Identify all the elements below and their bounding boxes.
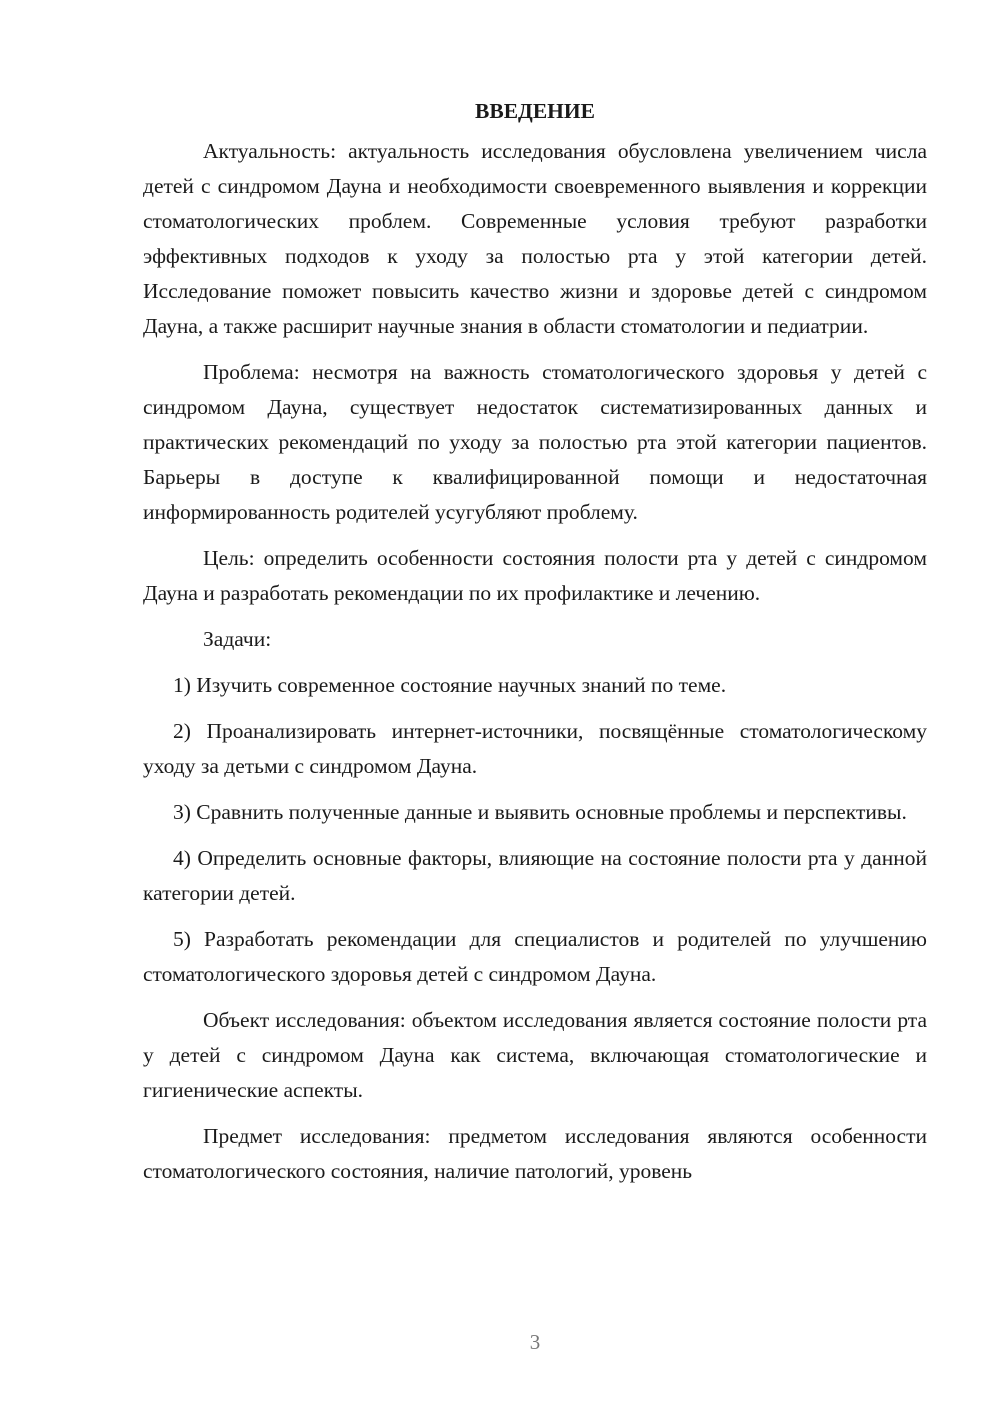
document-body bbox=[143, 94, 927, 1189]
paragraph-problem: Проблема: несмотря на важность стоматологического здоровья у детей с синдромом Дауна, существует недостаток систематизированных данных и практических рекомендаций по уходу за полостью рта этой категории пациентов. Барьеры в доступе к квалифицированной помощи и недостаточная информированность родителей усугубляют проблему. bbox=[143, 360, 927, 524]
paragraph-relevance: Актуальность: актуальность исследования обусловлена увеличением числа детей с синдромом Дауна и необходимости своевременного выявления и коррекции стоматологических проблем. Современные условия требуют разработки эффективных подходов к уходу за полостью рта у этой категории детей. Исследование поможет повысить качество жизни и здоровье детей с синдромом Дауна, а также расширит научные знания в области стоматологии и педиатрии. bbox=[143, 139, 927, 338]
task-item: 2) Проанализировать интернет-источники, посвящённые стоматологическому уходу за детьми с синдромом Дауна. bbox=[143, 719, 927, 778]
paragraph-goal: Цель: определить особенности состояния полости рта у детей с синдромом Дауна и разработать рекомендации по их профилактике и лечению. bbox=[143, 546, 927, 605]
task-item: 1) Изучить современное состояние научных знаний по теме. bbox=[173, 673, 727, 697]
task-item: 4) Определить основные факторы, влияющие на состояние полости рта у данной категории детей. bbox=[143, 846, 927, 905]
section-title: ВВЕДЕНИЕ bbox=[475, 99, 595, 123]
page-number: 3 bbox=[529, 1330, 541, 1354]
paragraph-object: Объект исследования: объектом исследования является состояние полости рта у детей с синдромом Дауна как система, включающая стоматологические и гигиенические аспекты. bbox=[143, 1008, 927, 1102]
paragraph-tasks-heading: Задачи: bbox=[203, 627, 272, 651]
task-item: 3) Сравнить полученные данные и выявить основные проблемы и перспективы. bbox=[173, 800, 907, 824]
paragraph-subject: Предмет исследования: предметом исследования являются особенности стоматологического состояния, наличие патологий, уровень bbox=[143, 1124, 927, 1183]
task-item: 5) Разработать рекомендации для специалистов и родителей по улучшению стоматологического здоровья детей с синдромом Дауна. bbox=[143, 927, 927, 986]
